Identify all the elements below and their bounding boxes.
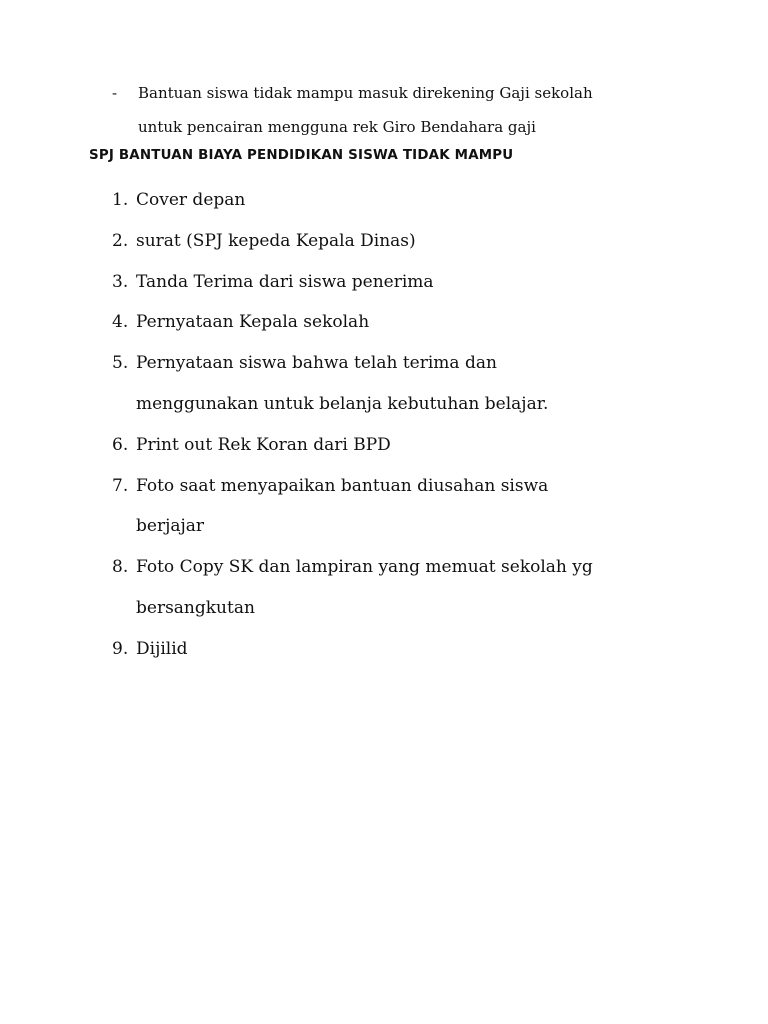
list-item-text <box>136 262 752 303</box>
bullet-note <box>112 76 732 144</box>
list-item-number: 6. <box>112 434 129 455</box>
list-item-line: surat (SPJ kepeda Kepala Dinas) <box>136 230 416 251</box>
list-item-number: 2. <box>112 230 129 251</box>
list-item-number: 5. <box>112 353 129 374</box>
section-heading: SPJ BANTUAN BIAYA PENDIDIKAN SISWA TIDAK MAMPU <box>89 148 514 163</box>
list-item <box>112 629 752 670</box>
list-item <box>112 547 752 629</box>
list-item <box>112 221 752 262</box>
list-item-number: 3. <box>112 271 129 292</box>
list-item-line: menggunakan untuk belanja kebutuhan belajar. <box>136 393 549 414</box>
list-item-number: 8. <box>112 557 129 578</box>
list-item-text <box>136 547 752 629</box>
list-item-number: 9. <box>112 638 129 659</box>
list-item-number: 4. <box>112 312 129 333</box>
list-item-text <box>136 343 752 425</box>
list-item-text <box>136 629 752 670</box>
list-item <box>112 302 752 343</box>
list-item <box>112 343 752 425</box>
bullet-row <box>112 76 732 144</box>
list-item <box>112 262 752 303</box>
list-item-number: 1. <box>112 190 129 210</box>
bullet-line-2: untuk pencairan mengguna rek Giro Bendahara gaji <box>138 118 536 136</box>
list-item <box>112 425 752 466</box>
list-item-text <box>136 302 752 343</box>
list-item-line: Dijilid <box>136 638 188 659</box>
list-item <box>112 180 752 221</box>
list-item-line: berjajar <box>136 516 205 537</box>
requirements-list <box>112 180 752 670</box>
list-item-line: bersangkutan <box>136 597 255 618</box>
list-item-text <box>136 466 752 548</box>
list-item-number: 7. <box>112 475 129 496</box>
list-item-line: Tanda Terima dari siswa penerima <box>136 271 434 292</box>
list-item-line: Pernyataan Kepala sekolah <box>136 312 370 333</box>
list-item-line: Print out Rek Koran dari BPD <box>136 434 391 455</box>
list-item-text <box>136 180 752 221</box>
list-item-text <box>136 425 752 466</box>
bullet-dash: - <box>112 84 118 102</box>
list-item-line: Foto Copy SK dan lampiran yang memuat sekolah yg <box>136 557 593 578</box>
list-item-line: Foto saat menyapaikan bantuan diusahan siswa <box>136 475 549 496</box>
bullet-line-1: Bantuan siswa tidak mampu masuk direkening Gaji sekolah <box>138 84 593 102</box>
bullet-text <box>138 76 732 144</box>
list-item-line: Pernyataan siswa bahwa telah terima dan <box>136 353 497 374</box>
list-item-text <box>136 221 752 262</box>
list-item <box>112 466 752 548</box>
list-item-line: Cover depan <box>136 190 246 210</box>
